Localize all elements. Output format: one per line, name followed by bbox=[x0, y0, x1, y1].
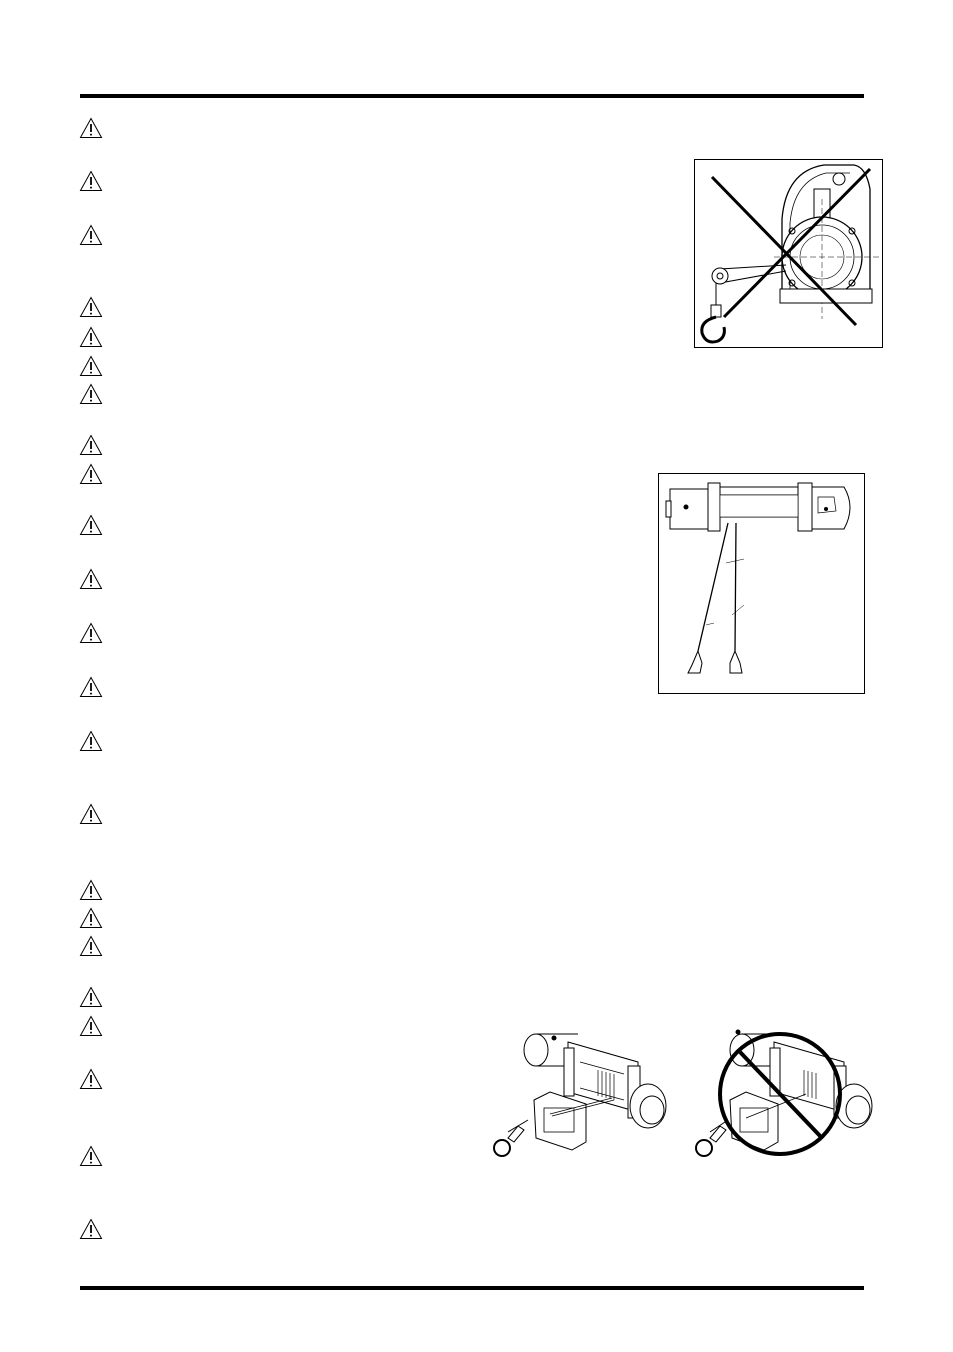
warning-triangle-icon bbox=[79, 986, 103, 1008]
winch-fairlead-crossed-figure bbox=[688, 1022, 878, 1162]
warning-triangle-icon bbox=[79, 568, 103, 590]
winch-rope-angle-figure bbox=[658, 473, 865, 694]
warning-triangle-icon bbox=[79, 296, 103, 318]
warning-triangle-icon bbox=[79, 434, 103, 456]
warning-triangle-icon bbox=[79, 935, 103, 957]
warning-triangle-icon bbox=[79, 224, 103, 246]
warning-triangle-icon bbox=[79, 117, 103, 139]
warning-triangle-icon bbox=[79, 803, 103, 825]
warning-triangle-icon bbox=[79, 730, 103, 752]
warning-triangle-icon bbox=[79, 676, 103, 698]
top-rule bbox=[80, 94, 864, 98]
warning-triangle-icon bbox=[79, 1068, 103, 1090]
winch-hook-crossed-figure bbox=[694, 159, 883, 348]
bottom-rule bbox=[80, 1286, 864, 1290]
winch-fairlead-ok-figure bbox=[488, 1022, 673, 1162]
warning-triangle-icon bbox=[79, 1218, 103, 1240]
warning-triangle-icon bbox=[79, 514, 103, 536]
warning-triangle-icon bbox=[79, 879, 103, 901]
warning-triangle-icon bbox=[79, 326, 103, 348]
warning-triangle-icon bbox=[79, 355, 103, 377]
warning-triangle-icon bbox=[79, 907, 103, 929]
warning-triangle-icon bbox=[79, 383, 103, 405]
warning-triangle-icon bbox=[79, 1015, 103, 1037]
warning-triangle-icon bbox=[79, 1145, 103, 1167]
warning-triangle-icon bbox=[79, 622, 103, 644]
warning-triangle-icon bbox=[79, 170, 103, 192]
warning-triangle-icon bbox=[79, 463, 103, 485]
